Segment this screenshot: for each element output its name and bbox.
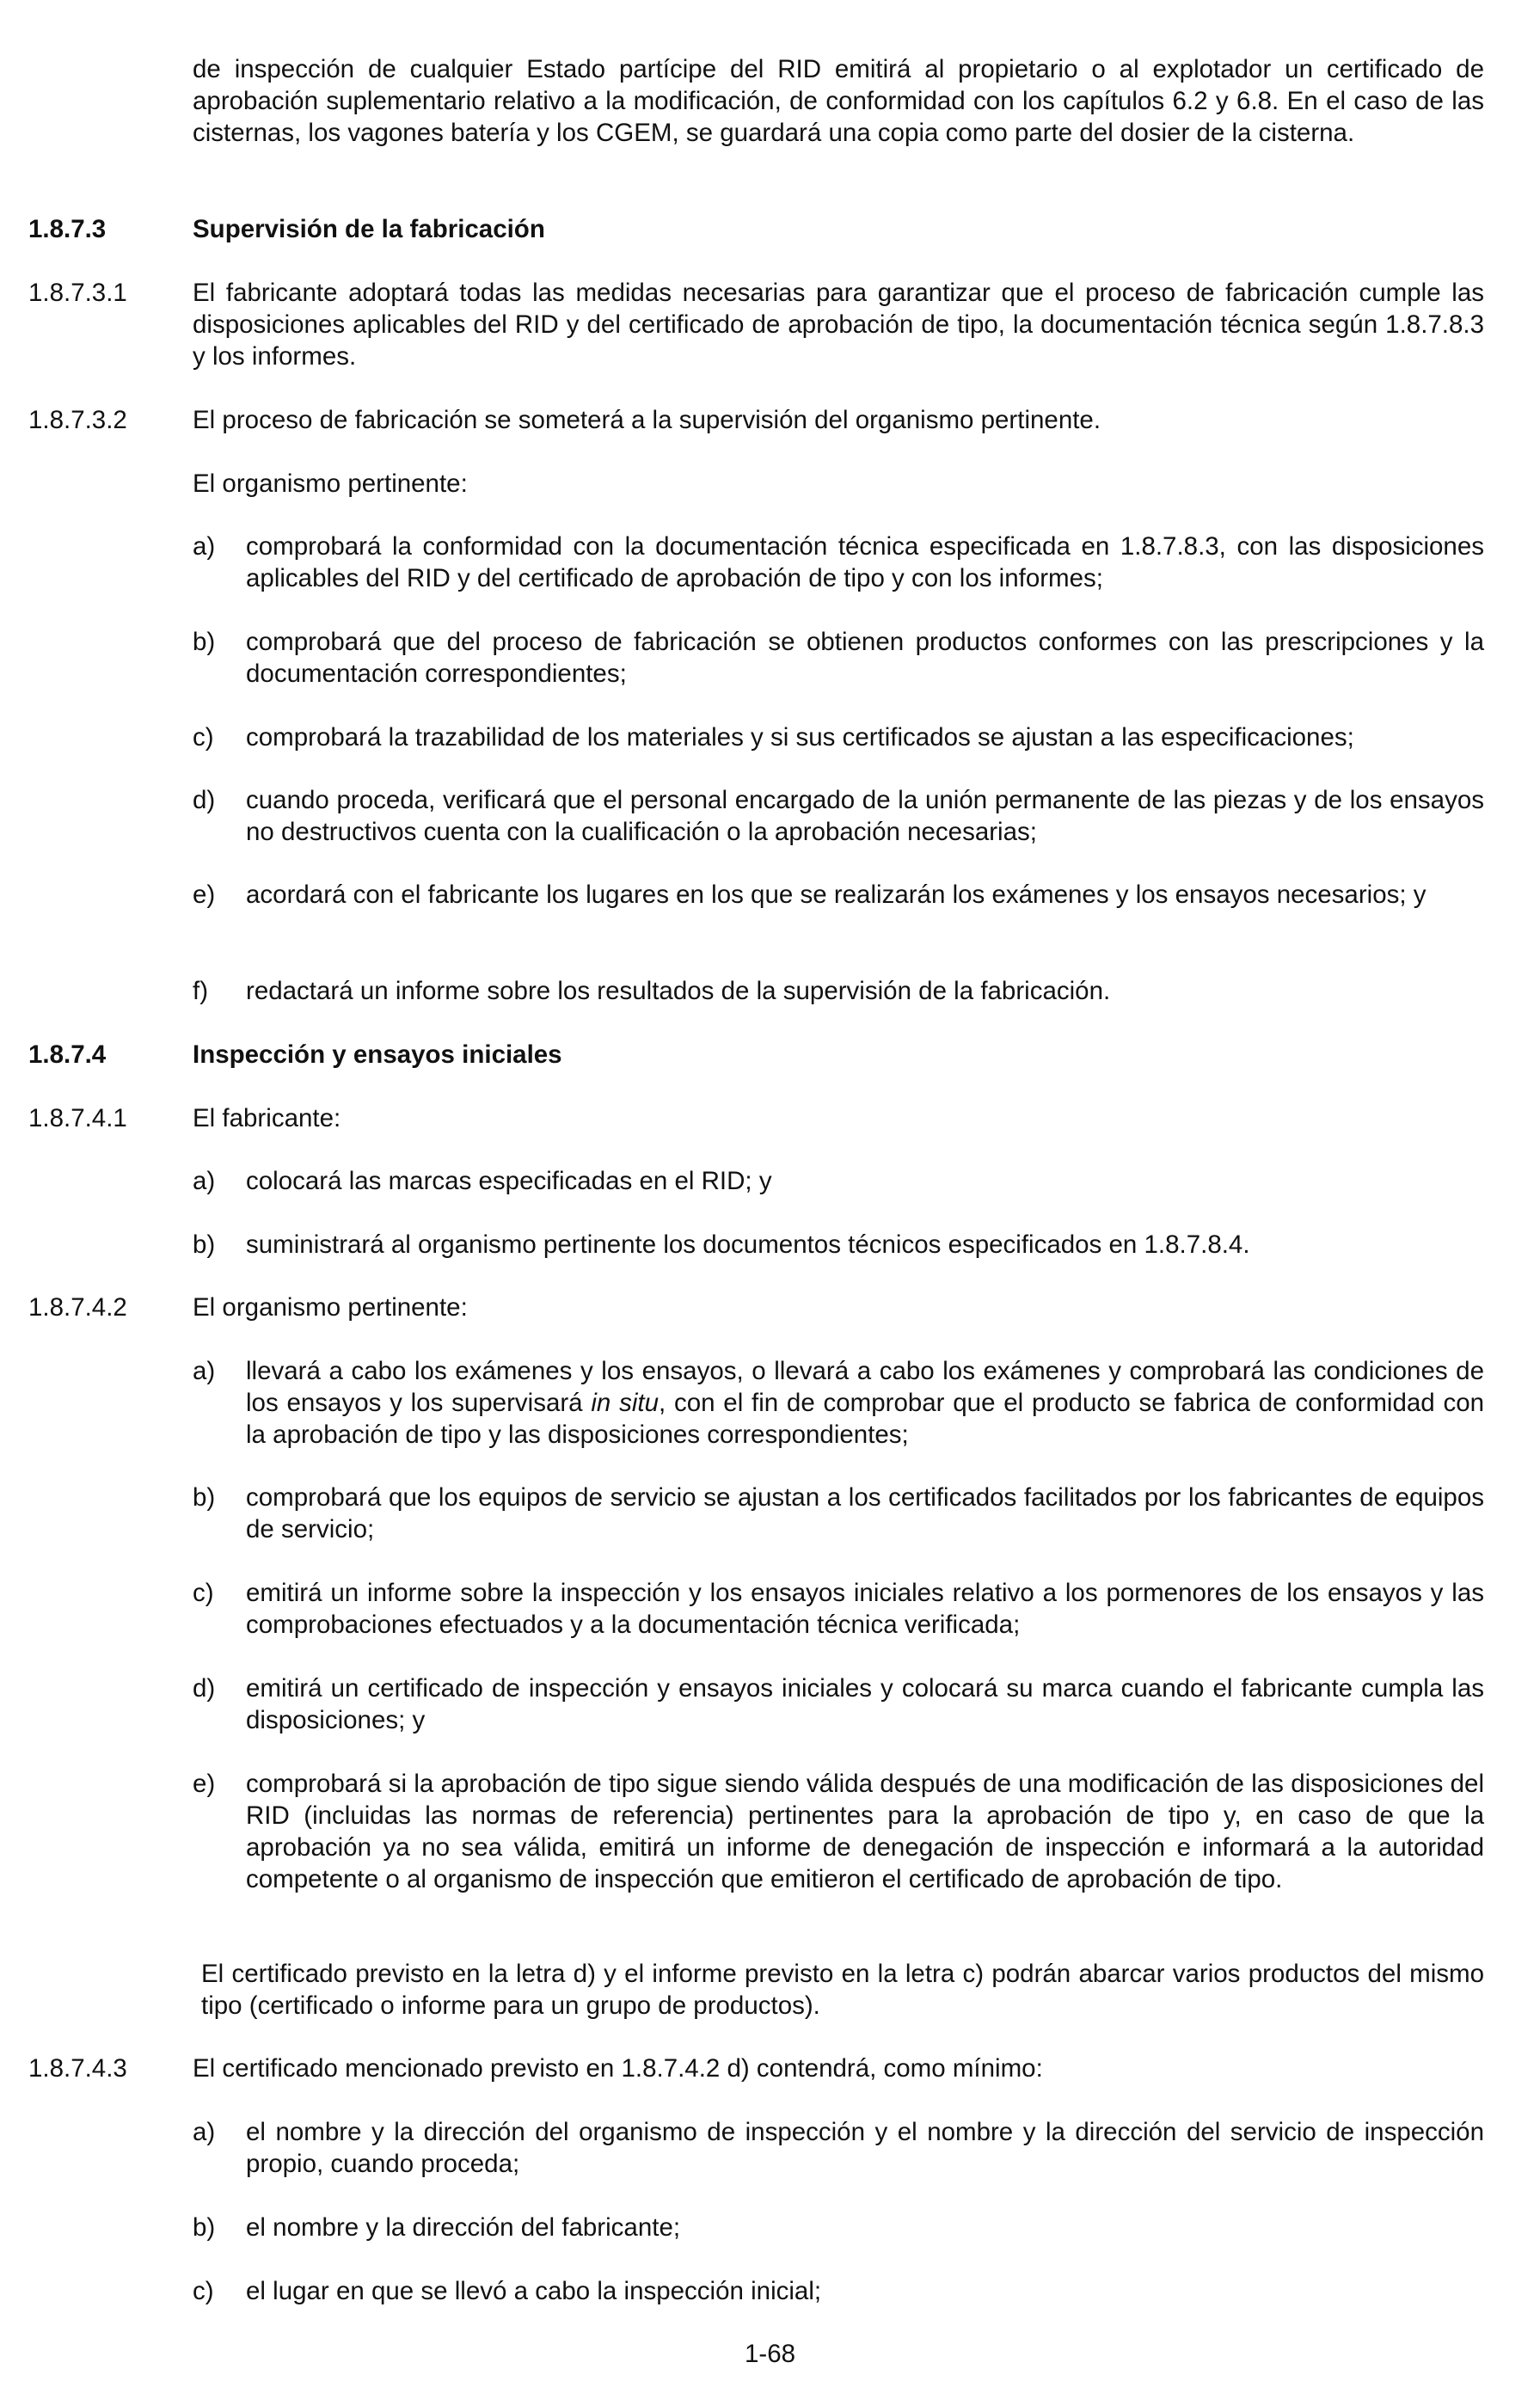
list-item-label: e) — [193, 1770, 216, 1798]
list-item-text: comprobará la conformidad con la documentación técnica especificada en 1.8.7.8.3, con las disposiciones aplicables del RID y del certificado de aprobación de tipo y con los informes; — [246, 532, 1484, 592]
list-item-label: b) — [193, 2213, 216, 2242]
list-item — [193, 1165, 1484, 1197]
paragraph-number: 1.8.7.4.1 — [28, 1104, 127, 1132]
list-item-text-part: , con el fin de comprobar que el producto se fabrica de conformidad con la aprobación de tipo y las disposiciones correspondientes; — [246, 1389, 1485, 1449]
section-heading: Inspección y ensayos iniciales — [193, 1040, 562, 1069]
list-item-text: cuando proceda, verificará que el personal encargado de la unión permanente de las piezas y de los ensayos no destructivos cuenta con la cualificación o la aprobación necesarias; — [246, 786, 1484, 846]
list-item-text: colocará las marcas especificadas en el RID; y — [246, 1167, 772, 1195]
paragraph-number: 1.8.7.4.2 — [28, 1293, 127, 1322]
list-item-label: b) — [193, 1483, 216, 1512]
list-item-text: comprobará que los equipos de servicio se ajustan a los certificados facilitados por los fabricantes de equipos de servicio; — [246, 1483, 1484, 1543]
paragraph-number: 1.8.7.3.1 — [28, 279, 127, 307]
list-item — [193, 1355, 1484, 1451]
paragraph-text: El fabricante adoptará todas las medidas necesarias para garantizar que el proceso de fabricación cumple las disposiciones aplicables del RID y del certificado de aprobación de tipo, la documentación técnica según 1.8.7.8.3 y los informes. — [193, 279, 1484, 371]
paragraph-text: El proceso de fabricación se someterá a la supervisión del organismo pertinente. — [193, 406, 1101, 434]
list-item — [193, 531, 1484, 594]
list-item-label: d) — [193, 1674, 216, 1703]
list-item — [193, 721, 1484, 753]
list-item — [193, 879, 1484, 911]
list-item-text — [246, 1355, 1484, 1451]
section-number: 1.8.7.3 — [28, 215, 107, 243]
list-item-label: c) — [193, 1579, 214, 1607]
list-item-label: b) — [193, 628, 216, 656]
list-item-label: c) — [193, 723, 214, 752]
paragraph-text: El fabricante: — [193, 1104, 341, 1132]
list-item-label: d) — [193, 786, 216, 814]
continued-paragraph: de inspección de cualquier Estado partícipe del RID emitirá al propietario o al explotador un certificado de aprobación suplementario relativo a la modificación, de conformidad con los capítulos 6.2 y 6.8. En el caso de las cisternas, los vagones batería y los CGEM, se guardará una copia como parte del dosier de la cisterna. — [193, 55, 1484, 147]
list-item — [193, 2116, 1484, 2180]
list-item — [193, 975, 1484, 1007]
list-item-text: el nombre y la dirección del fabricante; — [246, 2213, 681, 2242]
list-item-text: emitirá un certificado de inspección y ensayos iniciales y colocará su marca cuando el fabricante cumpla las disposiciones; y — [246, 1674, 1484, 1734]
list-item-label: a) — [193, 1357, 216, 1385]
list-item — [193, 1482, 1484, 1545]
page-number: 1-68 — [744, 2340, 796, 2368]
list-item-label: e) — [193, 881, 216, 909]
list-item-text: acordará con el fabricante los lugares en los que se realizarán los exámenes y los ensayos necesarios; y — [246, 881, 1426, 909]
list-item — [193, 1229, 1484, 1261]
paragraph-text: El organismo pertinente: — [193, 1293, 468, 1322]
paragraph-number: 1.8.7.3.2 — [28, 406, 127, 434]
list-item-label: a) — [193, 532, 216, 561]
list-item-text: emitirá un informe sobre la inspección y los ensayos iniciales relativo a los pormenores de los ensayos y las comprobaciones efectuados y a la documentación técnica verificada; — [246, 1579, 1484, 1639]
paragraph-note: El certificado previsto en la letra d) y el informe previsto en la letra c) podrán abarcar varios productos del mismo tipo (certificado o informe para un grupo de productos). — [201, 1960, 1484, 2020]
paragraph-number: 1.8.7.4.3 — [28, 2054, 127, 2083]
list-item — [193, 1672, 1484, 1736]
list-item — [193, 2275, 1484, 2307]
list-item-label: c) — [193, 2277, 214, 2305]
list-item — [193, 2212, 1484, 2243]
paragraph-text: El certificado mencionado previsto en 1.8.7.4.2 d) contendrá, como mínimo: — [193, 2054, 1043, 2083]
list-item — [193, 1577, 1484, 1641]
list-item-text: comprobará que del proceso de fabricación se obtienen productos conformes con las prescripciones y la documentación correspondientes; — [246, 628, 1484, 688]
list-item-label: a) — [193, 1167, 216, 1195]
list-item-text: comprobará la trazabilidad de los materiales y si sus certificados se ajustan a las especificaciones; — [246, 723, 1354, 752]
list-item-label: f) — [193, 977, 209, 1005]
list-item-text: suministrará al organismo pertinente los documentos técnicos especificados en 1.8.7.8.4. — [246, 1230, 1250, 1259]
list-item-label: a) — [193, 2118, 216, 2146]
section-number: 1.8.7.4 — [28, 1040, 107, 1069]
italic-term: in situ — [591, 1389, 659, 1417]
list-item — [193, 784, 1484, 848]
list-item-text: redactará un informe sobre los resultados de la supervisión de la fabricación. — [246, 977, 1111, 1005]
section-heading: Supervisión de la fabricación — [193, 215, 545, 243]
list-item-text: comprobará si la aprobación de tipo sigue siendo válida después de una modificación de las disposiciones del RID (incluidas las normas de referencia) pertinentes para la aprobación de tipo y, en caso de que la aprobación ya no sea válida, emitirá un informe de denegación de inspección e informará a la autoridad competente o al organismo de inspección que emitieron el certificado de aprobación de tipo. — [246, 1770, 1484, 1893]
list-item — [193, 626, 1484, 690]
list-item-text-part: llevará a cabo los exámenes y los ensayos, o llevará a cabo los exámenes y comprobará las condiciones de los ensayos y los supervisará — [246, 1357, 1484, 1417]
list-item — [193, 1768, 1484, 1895]
list-item-label: b) — [193, 1230, 216, 1259]
list-item-text: el lugar en que se llevó a cabo la inspección inicial; — [246, 2277, 822, 2305]
list-item-text: el nombre y la dirección del organismo de inspección y el nombre y la dirección del servicio de inspección propio, cuando proceda; — [246, 2118, 1484, 2178]
paragraph-intro: El organismo pertinente: — [193, 469, 468, 498]
